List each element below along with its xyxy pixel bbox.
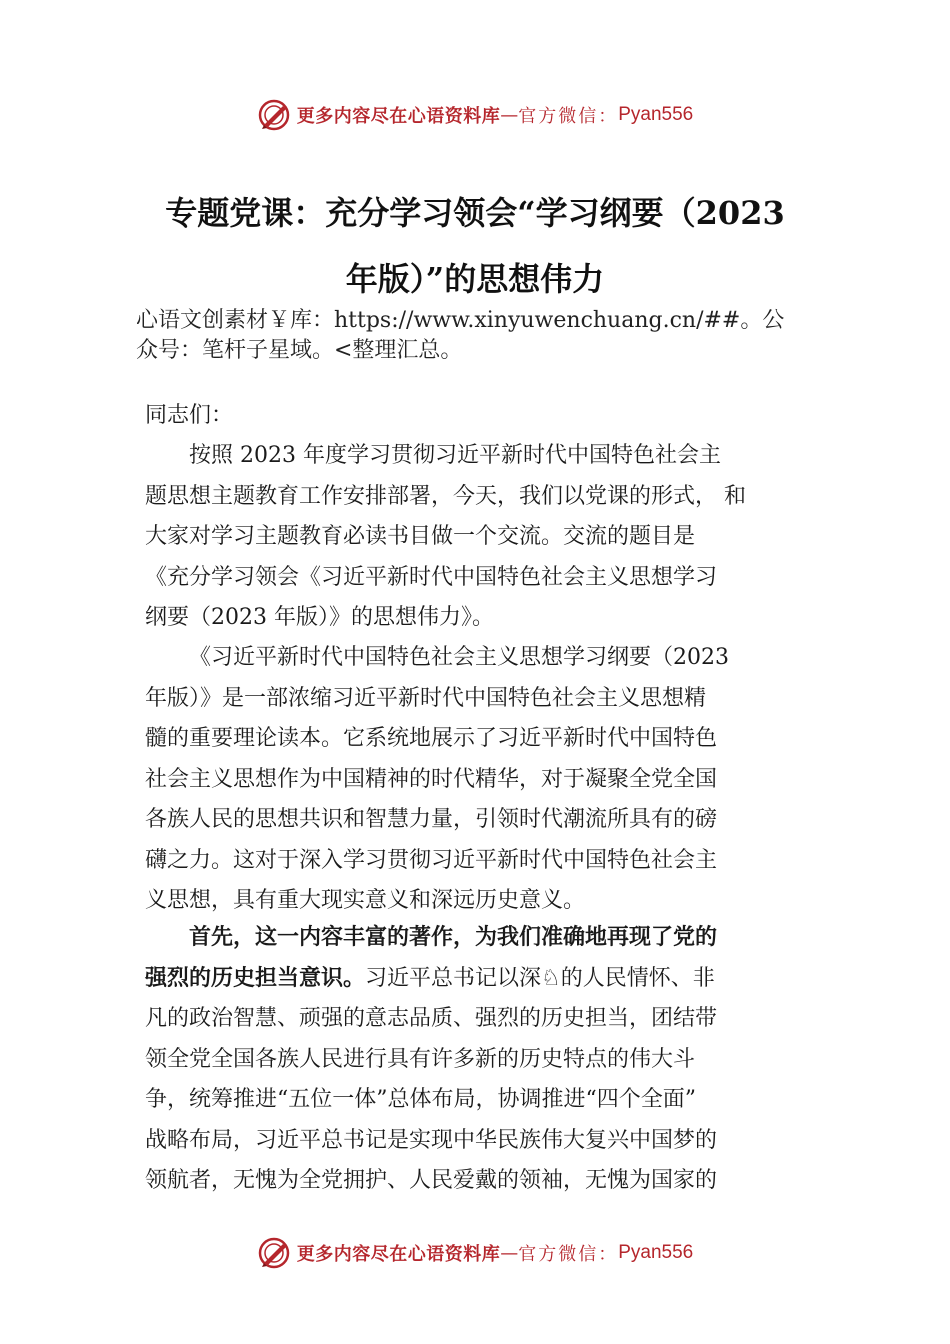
pen-logo-icon <box>257 98 291 132</box>
paragraph-line: 年版）》是一部浓缩习近平新时代中国特色社会主义思想精 <box>145 685 707 711</box>
source-line-2: 众号：笔杆子星域。<整理汇总。 <box>136 338 463 363</box>
paragraph-line: 纲要（2023 年版）》的思想伟力》。 <box>145 605 494 630</box>
greeting: 同志们： <box>145 403 234 428</box>
bold-heading-line-1: 首先，这一内容丰富的著作，为我们准确地再现了党的 <box>189 925 718 950</box>
footer-banner <box>0 1233 950 1273</box>
paragraph-line: 《习近平新时代中国特色社会主义思想学习纲要（2023 <box>189 645 729 670</box>
paragraph-3 <box>145 918 815 1202</box>
paragraph-2 <box>145 638 815 922</box>
bold-heading-line-2: 强烈的历史担当意识。 <box>145 965 366 991</box>
source-line-1: 心语文创素材￥库：https://www.xinyuwenchuang.cn/##。公 <box>136 308 785 333</box>
paragraph-1 <box>145 436 815 639</box>
paragraph-line: 各族人民的思想共识和智慧力量，引领时代潮流所具有的磅 <box>145 807 718 832</box>
paragraph-line: 礴之力。这对于深入学习贯彻习近平新时代中国特色社会主 <box>145 847 718 873</box>
paragraph-line: 社会主义思想作为中国精神的时代精华，对于凝聚全党全国 <box>145 766 718 792</box>
banner-main-text: 更多内容尽在心语资料库 <box>296 106 501 127</box>
banner-separator: — <box>500 104 519 126</box>
banner-separator: — <box>500 1242 519 1264</box>
banner-label: 官方微信： <box>518 106 619 127</box>
paragraph-text: 习近平总书记以深♘的人民情怀、非 <box>365 965 715 991</box>
banner-wechat-id: Pyan556 <box>618 1242 694 1263</box>
banner-label: 官方微信： <box>518 1244 619 1265</box>
paragraph-line: 领航者，无愧为全党拥护、人民爱戴的领袖，无愧为国家的 <box>145 1168 718 1193</box>
paragraph-line: 大家对学习主题教育必读书目做一个交流。交流的题目是 <box>145 524 696 549</box>
banner-main-text: 更多内容尽在心语资料库 <box>296 1244 501 1265</box>
paragraph-line: 凡的政治智慧、顽强的意志品质、强烈的历史担当，团结带 <box>145 1006 718 1031</box>
paragraph-line: 按照 2023 年度学习贯彻习近平新时代中国特色社会主 <box>189 443 721 468</box>
title-line-2: 年版）”的思想伟力 <box>345 260 605 298</box>
banner-wechat-id: Pyan556 <box>618 104 694 125</box>
paragraph-line <box>145 959 815 1000</box>
pen-logo-icon <box>257 1236 291 1270</box>
header-banner <box>0 95 950 135</box>
paragraph-line: 髓的重要理论读本。它系统地展示了习近平新时代中国特色 <box>145 726 718 751</box>
paragraph-line: 题思想主题教育工作安排部署，今天，我们以党课的形式， 和 <box>145 483 746 509</box>
source-note <box>136 306 826 366</box>
title-line-1: 专题党课：充分学习领会“学习纲要（2023 <box>165 194 785 232</box>
paragraph-line: 领全党全国各族人民进行具有许多新的历史特点的伟大斗 <box>145 1046 696 1072</box>
paragraph-line: 战略布局，习近平总书记是实现中华民族伟大复兴中国梦的 <box>145 1127 718 1153</box>
paragraph-line: 义思想，具有重大现实意义和深远历史意义。 <box>145 888 586 913</box>
paragraph-line: 争，统筹推进“五位一体”总体布局，协调推进“四个全面” <box>145 1087 696 1112</box>
paragraph-line: 《充分学习领会《习近平新时代中国特色社会主义思想学习 <box>145 564 718 590</box>
